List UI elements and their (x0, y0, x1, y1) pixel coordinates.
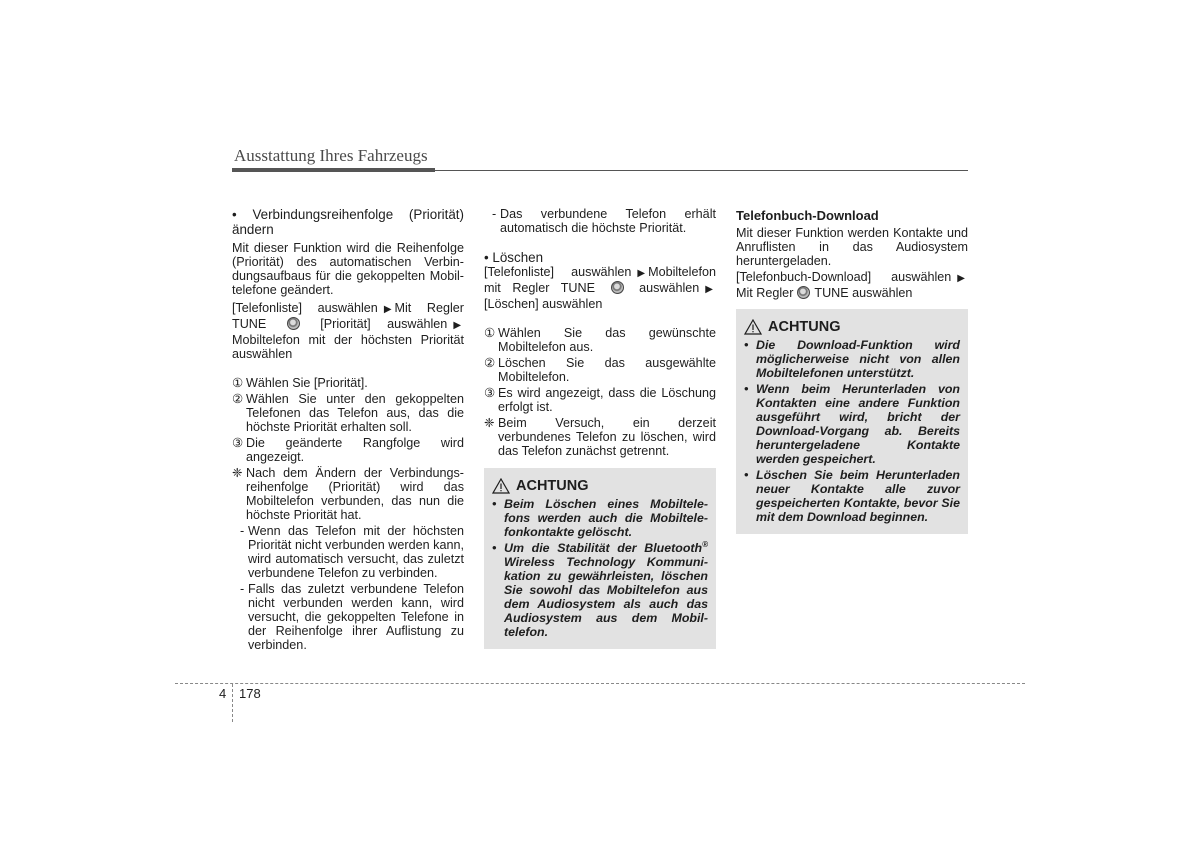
step-text: Beim Versuch, ein derzeit verbundenes Telefon zu löschen, wird das Telefon zunächst getrennt. (498, 416, 716, 458)
arrow-right-icon: ▶ (637, 268, 646, 279)
caution-heading (744, 319, 960, 335)
caution-title: ACHTUNG (516, 478, 589, 494)
path-step: [Priorität] auswählen (320, 317, 448, 331)
caution-item (492, 541, 708, 639)
path-step: Mobiltelefon mit Regler TUNE (484, 265, 716, 295)
priority-path (232, 301, 464, 361)
list-item (484, 326, 716, 354)
step-number: ③ (232, 436, 244, 450)
list-item (232, 376, 464, 390)
caution-text: Beim Löschen eines Mobiltele-fons werden auch die Mobiltele-fonkontakte gelöscht. (504, 497, 708, 539)
list-item (484, 386, 716, 414)
list-item (232, 582, 464, 652)
section-heading-phonebook: Telefonbuch-Download (736, 208, 879, 223)
column-1 (232, 207, 464, 652)
path-step: [Telefonliste] auswählen (484, 265, 632, 279)
bullet: • (744, 468, 749, 482)
column-2 (484, 207, 716, 649)
warning-triangle-icon (744, 319, 762, 335)
step-number: ③ (484, 386, 496, 400)
caution-text: Wenn beim Herunterladen von Kontakten eine andere Funktion ausgeführt wird, bricht der Download-Vorgang ab. Bereits heruntergeladene Kontakte werden gespeichert. (756, 382, 960, 466)
list-item (232, 392, 464, 434)
caution-text-part: Wireless Technology Kommuni-kation zu gewährleisten, löschen Sie sowohl das Mobiltelefon aus dem Audiosystem als auch das Audiosystem aus dem Mobil-telefon. (504, 555, 708, 639)
section-heading-priority: • Verbindungsreihenfolge (Priorität) ändern (232, 207, 464, 237)
step-text: Es wird angezeigt, dass die Löschung erfolgt ist. (498, 386, 716, 414)
list-item (232, 524, 464, 580)
path-step: Mit Regler (736, 286, 794, 300)
step-text: Die geänderte Rangfolge wird angezeigt. (246, 436, 464, 464)
dash: - (240, 524, 245, 538)
step-number: ① (232, 376, 244, 390)
path-step: [Telefonliste] auswählen (232, 301, 378, 315)
path-step: Mobiltelefon mit der höchsten Priorität auswählen (232, 333, 464, 361)
section-heading-delete: • Löschen (484, 250, 544, 265)
step-text: Wählen Sie unter den gekoppelten Telefonen das Telefon aus, das die höchste Priorität erhalten soll. (246, 392, 464, 434)
caution-text-part: Um die Stabilität der Bluetooth (504, 541, 703, 555)
page-section-title: Ausstattung Ihres Fahrzeugs (234, 146, 428, 165)
list-item (484, 416, 716, 458)
caution-text: Löschen Sie beim Herunterladen neuer Kontakte alle zuvor gespeicherten Kontakte, bevor Sie mit dem Download beginnen. (756, 468, 960, 524)
bullet: • (744, 338, 749, 352)
bullet: • (492, 497, 497, 511)
arrow-right-icon: ▶ (453, 320, 462, 331)
caution-item (744, 382, 960, 466)
chapter-number: 4 (219, 686, 227, 701)
step-number: ① (484, 326, 496, 340)
delete-path (484, 265, 716, 311)
note-symbol: ❈ (232, 466, 243, 480)
step-number: ② (232, 392, 244, 406)
dash: - (492, 207, 497, 221)
arrow-right-icon: ▶ (383, 304, 392, 315)
column-3 (736, 207, 968, 534)
step-number: ② (484, 356, 496, 370)
footer-rule (175, 683, 1025, 684)
caution-item (744, 338, 960, 380)
header-rule (232, 170, 968, 171)
dash: - (240, 582, 245, 596)
dash-text: Falls das zuletzt verbundene Telefon nicht verbunden werden kann, wird versucht, die gekoppelten Telefone in der Reihenfolge ihrer Auflistung zu verbinden. (248, 582, 464, 652)
tune-knob-icon (611, 281, 624, 294)
footer-divider (232, 684, 233, 722)
caution-text (504, 541, 708, 639)
caution-text: Die Download-Funktion wird möglicherweise nicht von allen Mobiltelefonen unterstützt. (756, 338, 960, 380)
arrow-right-icon: ▶ (705, 284, 713, 295)
list-item (232, 466, 464, 522)
path-step: auswählen (639, 281, 700, 295)
phonebook-intro: Mit dieser Funktion werden Kontakte und Anruflisten in das Audiosystem heruntergeladen. (736, 226, 968, 268)
list-item (484, 356, 716, 384)
step-text: Wählen Sie das gewünschte Mobiltelefon aus. (498, 326, 716, 354)
caution-item (744, 468, 960, 524)
page-number: 178 (239, 686, 261, 701)
dash-text: Das verbundene Telefon erhält automatisch die höchste Priorität. (500, 207, 716, 235)
path-step: [Löschen] auswählen (484, 297, 603, 311)
arrow-right-icon: ▶ (957, 273, 965, 284)
registered-mark: ® (702, 539, 708, 549)
caution-heading (492, 478, 708, 494)
caution-item (492, 497, 708, 539)
caution-box (736, 309, 968, 534)
caution-title: ACHTUNG (768, 319, 841, 335)
step-text: Nach dem Ändern der Verbindungs-reihenfolge (Priorität) wird das Mobiltelefon verbunden, das nun die höchste Priorität hat. (246, 466, 464, 522)
list-item (232, 436, 464, 464)
bullet: • (492, 541, 497, 555)
list-item (484, 207, 716, 235)
path-step: [Telefonbuch-Download] auswählen (736, 270, 952, 284)
step-text: Löschen Sie das ausgewählte Mobiltelefon. (498, 356, 716, 384)
bullet: • (744, 382, 749, 396)
tune-knob-icon (797, 286, 810, 299)
path-step: Mit Regler TUNE (232, 301, 464, 331)
priority-intro: Mit dieser Funktion wird die Reihenfolge (Priorität) des automatischen Verbin-dungsaufbaus für die gekoppelten Mobil-telefone geändert. (232, 241, 464, 297)
step-text: Wählen Sie [Priorität]. (246, 376, 368, 390)
warning-triangle-icon (492, 478, 510, 494)
caution-box (484, 468, 716, 649)
tune-knob-icon (287, 317, 300, 330)
note-symbol: ❈ (484, 416, 495, 430)
phonebook-path (736, 270, 968, 300)
dash-text: Wenn das Telefon mit der höchsten Priorität nicht verbunden werden kann, wird automatisch versucht, das zuletzt verbundene Telefon zu verbinden. (248, 524, 464, 580)
path-step: TUNE auswählen (814, 286, 913, 300)
